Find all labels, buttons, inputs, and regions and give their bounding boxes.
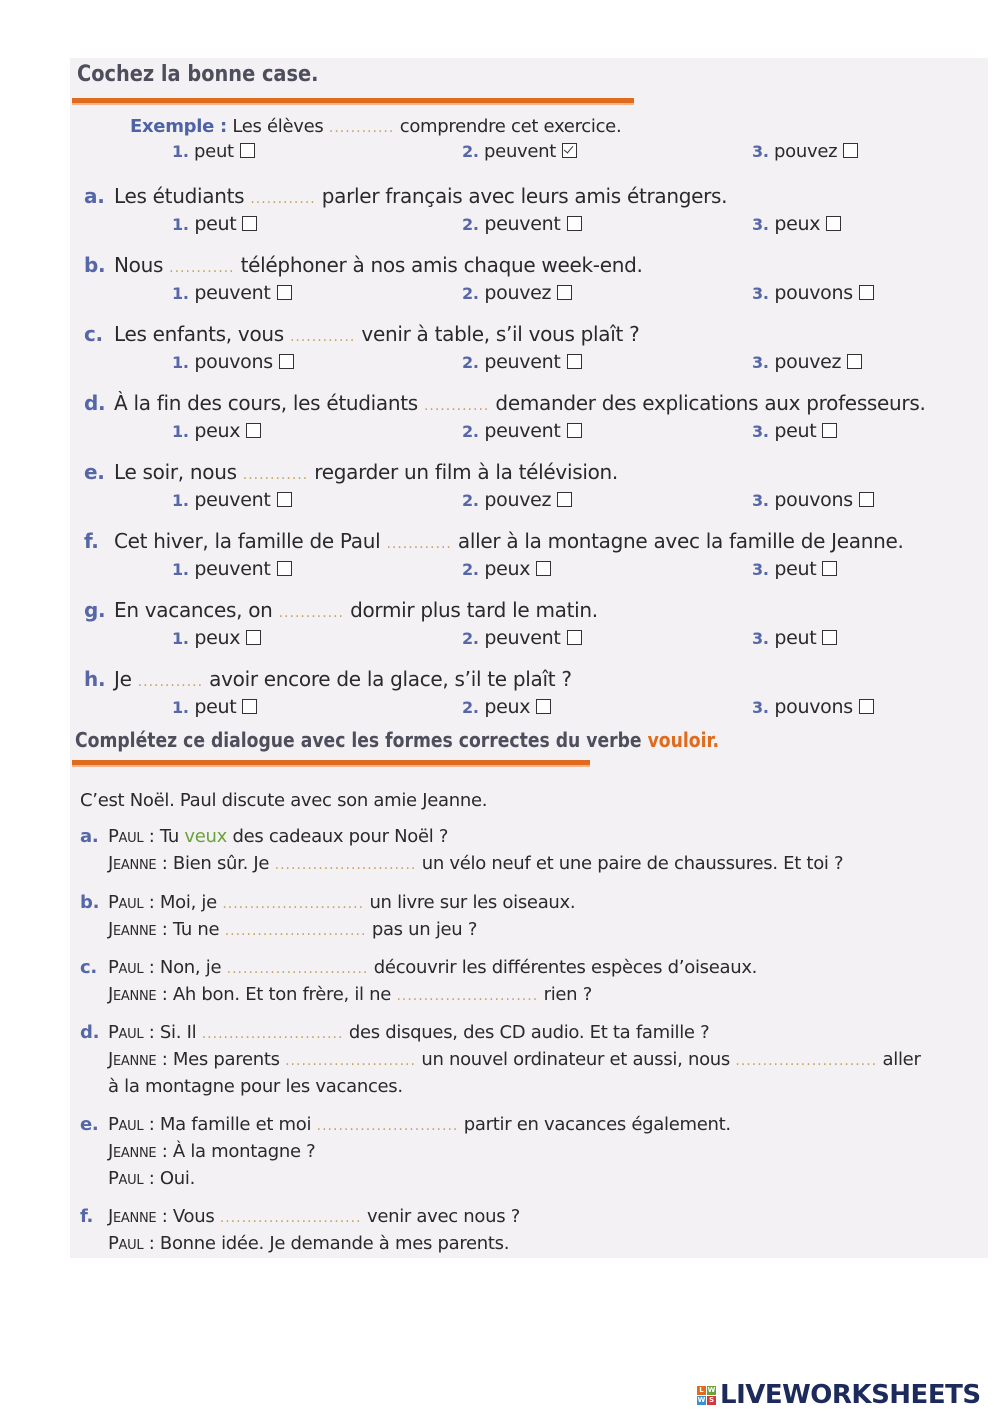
option-text: peut: [774, 420, 817, 442]
option-text: peuvent: [484, 627, 561, 649]
question-letter: e.: [84, 460, 105, 484]
option-number: 1.: [172, 422, 189, 441]
question-letter: b.: [84, 253, 106, 277]
option-text: peux: [194, 420, 241, 442]
dialogue-e-line1: e. Paul : Ma famille et moi .......................... partir en vacances également.: [80, 1114, 731, 1135]
option-g-2: [462, 627, 582, 649]
option-number: 2.: [462, 353, 479, 372]
item-letter: b.: [80, 892, 100, 913]
option-number: 3.: [752, 422, 769, 441]
option-number: 2.: [462, 698, 479, 717]
question-f: [84, 529, 904, 553]
checkbox[interactable]: [843, 143, 858, 158]
checkbox[interactable]: [822, 630, 837, 645]
option-h-3: [752, 696, 874, 718]
option-e-1: [172, 489, 292, 511]
question-before: Nous: [114, 253, 164, 277]
blank[interactable]: ........................: [285, 1053, 416, 1069]
speaker-jeanne: Jeanne: [108, 919, 157, 940]
option-text: pouvez: [484, 489, 552, 511]
option-text: peut: [774, 558, 817, 580]
example-line: [130, 116, 621, 137]
option-number: 3.: [752, 560, 769, 579]
blank[interactable]: ..........................: [224, 923, 367, 939]
option-text: peuvent: [194, 558, 271, 580]
option-a-2: [462, 213, 582, 235]
option-d-1: [172, 420, 261, 442]
blank[interactable]: ............: [386, 536, 452, 552]
item-letter: d.: [80, 1022, 100, 1043]
blank[interactable]: ............: [137, 674, 204, 690]
question-before: Cet hiver, la famille de Paul: [114, 529, 381, 553]
dialogue-a-line2: Jeanne : Bien sûr. Je .......................... un vélo neuf et une paire de chaussures. Et toi ?: [108, 853, 844, 874]
blank[interactable]: ............: [423, 398, 490, 414]
blank[interactable]: ..........................: [396, 988, 539, 1004]
blank[interactable]: ..........................: [201, 1026, 344, 1042]
exercise1-rule: [72, 98, 634, 105]
blank[interactable]: ............: [169, 260, 235, 276]
logo-mark-icon: L W W S: [697, 1385, 716, 1404]
dialogue-d-line3: à la montagne pour les vacances.: [108, 1076, 403, 1097]
option-text: pouvez: [774, 351, 842, 373]
option-text: peuvent: [484, 213, 561, 235]
question-letter: c.: [84, 322, 103, 346]
checkbox[interactable]: [859, 699, 874, 714]
checkbox[interactable]: [567, 630, 582, 645]
checkbox[interactable]: [242, 699, 257, 714]
option-number: 1.: [172, 284, 189, 303]
option-text: peuvent: [194, 282, 271, 304]
checkbox-checked[interactable]: [562, 143, 577, 158]
question-after: dormir plus tard le matin.: [350, 598, 598, 622]
question-letter: a.: [84, 184, 105, 208]
checkbox[interactable]: [822, 561, 837, 576]
speaker-paul: Paul: [108, 892, 144, 913]
answer-filled: veux: [184, 826, 228, 847]
checkbox[interactable]: [826, 216, 841, 231]
question-letter: f.: [84, 529, 99, 553]
checkbox[interactable]: [536, 699, 551, 714]
option-text: pouvez: [484, 282, 552, 304]
blank[interactable]: ..........................: [222, 896, 365, 912]
question-after: demander des explications aux professeurs.: [495, 391, 926, 415]
option-text: peuvent: [484, 420, 561, 442]
example-option-3: 3. pouvez: [752, 141, 858, 162]
checkbox[interactable]: [859, 285, 874, 300]
option-f-3: [752, 558, 837, 580]
checkbox[interactable]: [822, 423, 837, 438]
option-number: 1.: [172, 629, 189, 648]
question-letter: g.: [84, 598, 106, 622]
checkbox[interactable]: [567, 216, 582, 231]
blank[interactable]: ............: [250, 191, 316, 207]
blank[interactable]: ............: [289, 329, 356, 345]
option-text: pouvons: [194, 351, 273, 373]
checkbox[interactable]: [557, 285, 572, 300]
dialogue-c-line1: c. Paul : Non, je .......................... découvrir les différentes espèces d’oiseaux.: [80, 957, 758, 978]
example-option-2: 2. peuvent: [462, 141, 577, 162]
option-number: 1.: [172, 215, 189, 234]
speaker-jeanne: Jeanne: [108, 984, 157, 1005]
option-number: 2.: [462, 215, 479, 234]
option-f-1: [172, 558, 292, 580]
example-before: Les élèves: [232, 116, 324, 137]
option-number: 1.: [172, 560, 189, 579]
option-e-3: [752, 489, 874, 511]
checkbox[interactable]: [279, 354, 294, 369]
question-after: aller à la montagne avec la famille de Jeanne.: [457, 529, 904, 553]
dialogue-d-line2: Jeanne : Mes parents ........................ un nouvel ordinateur et aussi, nous .......................... aller: [108, 1049, 921, 1070]
option-h-1: [172, 696, 257, 718]
blank[interactable]: ..........................: [735, 1053, 878, 1069]
question-b: [84, 253, 643, 277]
option-c-1: [172, 351, 294, 373]
option-e-2: [462, 489, 572, 511]
item-letter: c.: [80, 957, 97, 978]
speaker-paul: Paul: [108, 1022, 144, 1043]
dialogue-d-line1: d. Paul : Si. Il .......................... des disques, des CD audio. Et ta famille ?: [80, 1022, 710, 1043]
speaker-paul: Paul: [108, 826, 144, 847]
checkbox[interactable]: [567, 423, 582, 438]
example-option-1: 1. peut: [172, 141, 255, 162]
verb-highlight: vouloir.: [647, 728, 720, 752]
checkbox[interactable]: [240, 143, 255, 158]
speaker-jeanne: Jeanne: [108, 1049, 157, 1070]
option-text: peut: [194, 696, 237, 718]
option-d-3: [752, 420, 837, 442]
option-text: peut: [194, 213, 237, 235]
checkbox[interactable]: [242, 216, 257, 231]
question-after: regarder un film à la télévision.: [314, 460, 618, 484]
option-number: 1.: [172, 491, 189, 510]
option-number: 3.: [752, 353, 769, 372]
speaker-jeanne: Jeanne: [108, 853, 157, 874]
checkbox[interactable]: [557, 492, 572, 507]
question-before: À la fin des cours, les étudiants: [114, 391, 418, 415]
option-number: 1.: [172, 353, 189, 372]
checkbox[interactable]: [567, 354, 582, 369]
question-after: venir à table, s’il vous plaît ?: [361, 322, 640, 346]
option-text: peuvent: [194, 489, 271, 511]
question-letter: d.: [84, 391, 106, 415]
question-before: Je: [114, 667, 132, 691]
checkbox[interactable]: [536, 561, 551, 576]
dialogue-intro: C’est Noël. Paul discute avec son amie Jeanne.: [80, 790, 488, 811]
option-b-3: [752, 282, 874, 304]
question-a: [84, 184, 727, 208]
question-before: Les enfants, vous: [114, 322, 284, 346]
checkbox[interactable]: [277, 561, 292, 576]
question-e: [84, 460, 618, 484]
option-number: 2.: [462, 422, 479, 441]
dialogue-e-line3: Paul : Oui.: [108, 1168, 196, 1189]
dialogue-a-line1: a. Paul : Tu veux des cadeaux pour Noël ?: [80, 826, 449, 847]
exercise2-rule: [72, 760, 590, 767]
option-a-1: [172, 213, 257, 235]
option-g-1: [172, 627, 261, 649]
item-letter: f.: [80, 1206, 94, 1227]
liveworksheets-logo: [697, 1380, 981, 1410]
option-h-2: [462, 696, 551, 718]
option-number: 1.: [172, 698, 189, 717]
option-number: 2.: [462, 284, 479, 303]
question-after: avoir encore de la glace, s’il te plaît ?: [209, 667, 572, 691]
option-f-2: [462, 558, 551, 580]
option-a-3: [752, 213, 841, 235]
dialogue-f-line2: Paul : Bonne idée. Je demande à mes parents.: [108, 1233, 510, 1254]
option-number: 3.: [752, 215, 769, 234]
question-after: parler français avec leurs amis étrangers.: [321, 184, 728, 208]
option-number: 2.: [462, 629, 479, 648]
option-text: peux: [484, 558, 531, 580]
option-b-2: [462, 282, 572, 304]
option-c-2: [462, 351, 582, 373]
option-number: 3.: [752, 284, 769, 303]
speaker-paul: Paul: [108, 1233, 144, 1254]
option-text: peux: [484, 696, 531, 718]
blank[interactable]: ............: [328, 120, 395, 136]
item-letter: a.: [80, 826, 99, 847]
dialogue-b-line2: Jeanne : Tu ne .......................... pas un jeu ?: [108, 919, 478, 940]
logo-text: LIVEWORKSHEETS: [720, 1380, 981, 1410]
checkbox[interactable]: [246, 630, 261, 645]
dialogue-b-line1: b. Paul : Moi, je .......................... un livre sur les oiseaux.: [80, 892, 576, 913]
option-text: peux: [774, 213, 821, 235]
blank[interactable]: ..........................: [316, 1118, 459, 1134]
question-c: [84, 322, 639, 346]
option-text: pouvons: [774, 696, 853, 718]
blank[interactable]: ..........................: [274, 857, 417, 873]
speaker-jeanne: Jeanne: [108, 1206, 157, 1227]
exercise2-title: Complétez ce dialogue avec les formes correctes du verbe vouloir.: [75, 728, 720, 752]
speaker-jeanne: Jeanne: [108, 1141, 157, 1162]
question-h: [84, 667, 572, 691]
blank[interactable]: ............: [242, 467, 309, 483]
option-c-3: [752, 351, 862, 373]
example-label: Exemple :: [130, 116, 227, 137]
question-before: Les étudiants: [114, 184, 245, 208]
exercise1-title: Cochez la bonne case.: [77, 62, 319, 87]
checkbox[interactable]: [277, 285, 292, 300]
speaker-paul: Paul: [108, 957, 144, 978]
question-d: [84, 391, 926, 415]
dialogue-e-line2: Jeanne : À la montagne ?: [108, 1141, 316, 1162]
dialogue-f-line1: f. Jeanne : Vous .......................... venir avec nous ?: [80, 1206, 520, 1227]
example-after: comprendre cet exercice.: [399, 116, 622, 137]
option-number: 2.: [462, 491, 479, 510]
option-number: 3.: [752, 698, 769, 717]
question-before: Le soir, nous: [114, 460, 237, 484]
checkbox[interactable]: [246, 423, 261, 438]
option-text: pouvons: [774, 282, 853, 304]
dialogue-c-line2: Jeanne : Ah bon. Et ton frère, il ne .......................... rien ?: [108, 984, 592, 1005]
option-g-3: [752, 627, 837, 649]
blank[interactable]: ..........................: [219, 1210, 362, 1226]
option-text: peuvent: [484, 351, 561, 373]
option-text: peut: [774, 627, 817, 649]
option-number: 3.: [752, 491, 769, 510]
option-text: peux: [194, 627, 241, 649]
question-g: [84, 598, 598, 622]
checkbox[interactable]: [847, 354, 862, 369]
option-text: pouvons: [774, 489, 853, 511]
option-d-2: [462, 420, 582, 442]
option-number: 2.: [462, 560, 479, 579]
speaker-paul: Paul: [108, 1114, 144, 1135]
option-number: 3.: [752, 629, 769, 648]
item-letter: e.: [80, 1114, 99, 1135]
question-before: En vacances, on: [114, 598, 273, 622]
checkbox[interactable]: [859, 492, 874, 507]
blank[interactable]: ............: [278, 605, 345, 621]
blank[interactable]: ..........................: [226, 961, 369, 977]
option-b-1: [172, 282, 292, 304]
speaker-paul: Paul: [108, 1168, 144, 1189]
question-letter: h.: [84, 667, 106, 691]
question-after: téléphoner à nos amis chaque week-end.: [240, 253, 643, 277]
checkbox[interactable]: [277, 492, 292, 507]
